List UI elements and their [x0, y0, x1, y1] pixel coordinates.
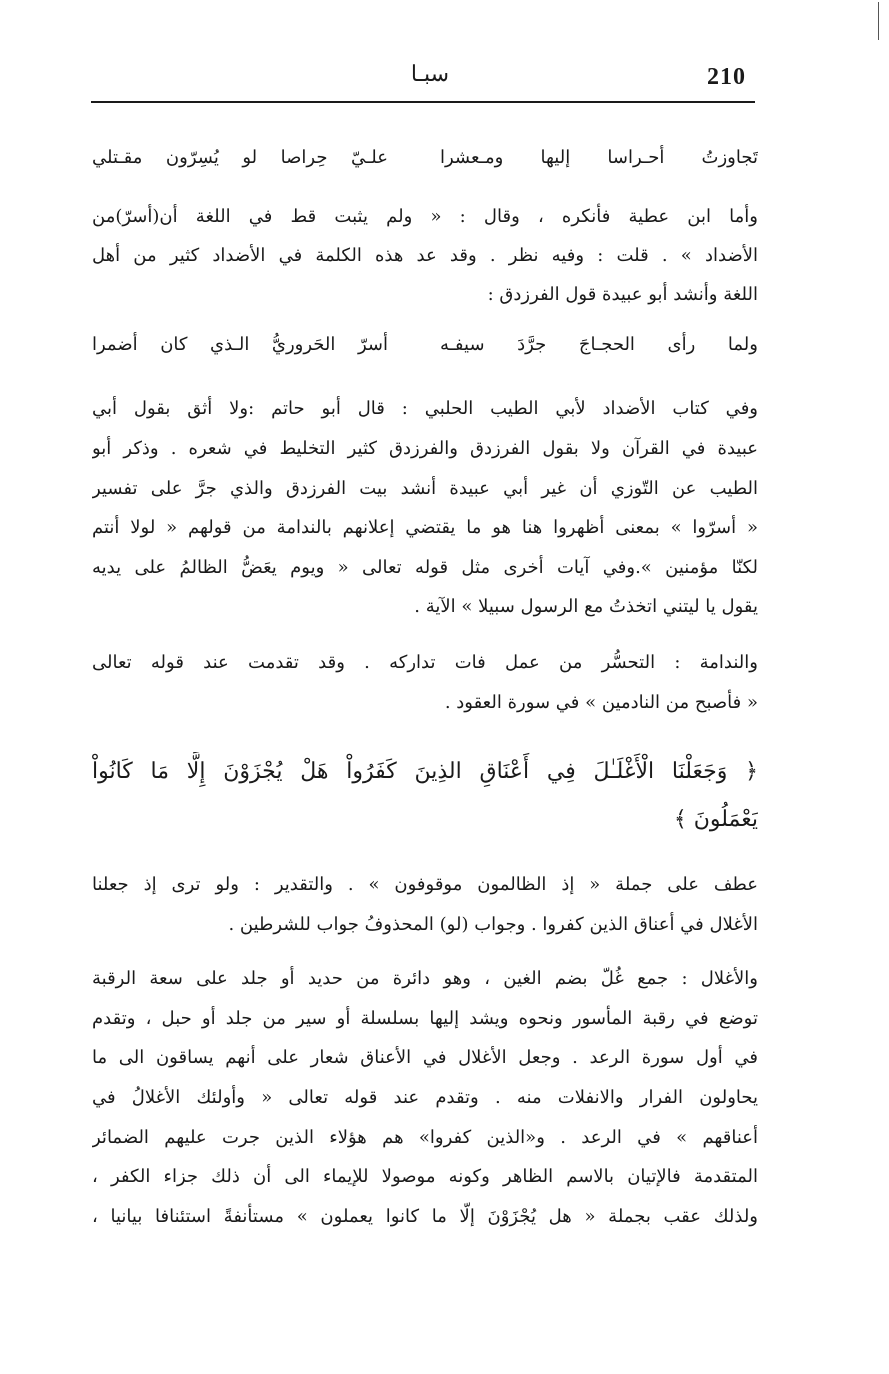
text-line: توضع في رقبة المأسور ونحوه ويشد إليها بسلسلة أو سير من جلد أو حبل ، وتقدم: [92, 1008, 758, 1029]
header-rule: [91, 101, 755, 103]
page-corner-mark: [878, 2, 880, 40]
text-line: الطيب عن التّوزي أن غير أبي عبيدة أنشد بيت الفرزدق والذي جرَّ على تفسير: [92, 478, 758, 499]
text-line: الأضداد » . قلت : وفيه نظر . وقد عد هذه الكلمة في الأضداد كثير من أهل: [92, 245, 758, 266]
text-line: « فأصبح من النادمين » في سورة العقود .: [444, 692, 758, 713]
text-line: اللغة وأنشد أبو عبيدة قول الفرزدق :: [487, 284, 758, 305]
text-line: « أسرّوا » بمعنى أظهروا هنا هو ما يقتضي إعلانهم بالندامة من قولهم « لولا أنتم: [92, 517, 758, 538]
text-line: والأغلال : جمع غُلّ بضم الغين ، وهو دائرة من حديد أو جلد على سعة الرقبة: [92, 968, 758, 989]
text-line: ولذلك عقب بجملة « هل يُجْزَوْنَ إلّا ما كانوا يعملون » مستأنفةً استئنافا بيانيا ،: [92, 1206, 758, 1227]
poem-hemistich-left: أسرّ الحَروريُّ الـذي كان أضمرا: [92, 334, 388, 355]
text-line: يحاولون الفرار والانفلات منه . وتقدم عند قوله تعالى « وأولئك الأغلالُ في: [92, 1087, 758, 1108]
text-line: وفي كتاب الأضداد لأبي الطيب الحلبي : قال أبو حاتم :ولا أثق بقول أبي: [92, 398, 758, 419]
text-line: الأغلال في أعناق الذين كفروا . وجواب (لو) المحذوفُ جواب للشرطين .: [228, 914, 758, 935]
text-line: في أول سورة الرعد . وجعل الأغلال في الأعناق شعار على أنهم يساقون الى ما: [92, 1047, 758, 1068]
text-line: عبيدة في القرآن ولا بقول الفرزدق والفرزدق كثير التخليط في شعره . وذكر أبو: [92, 438, 758, 459]
verse-line: ﴿ وَجَعَلْنَا الْأَغْلَـٰلَ فِي أَعْنَاقِ الذِينَ كَفَرُواْ هَلْ يُجْزَوْنَ إِلَّا مَا كَانُواْ: [92, 759, 758, 784]
poem-hemistich-right: تَجاوزتُ أحـراسا إليها ومـعشرا: [440, 147, 758, 168]
text-line: لكنّا مؤمنين ».وفي آيات أخرى مثل قوله تعالى « ويوم يعَضُّ الظالمُ على يديه: [92, 557, 758, 578]
verse-line: يَعْمَلُونَ ﴾: [673, 807, 758, 832]
text-line: عطف على جملة « إذ الظالمون موقوفون » . والتقدير : ولو ترى إذ جعلنا: [92, 874, 758, 895]
text-line: والندامة : التحسُّر من عمل فات تداركه . وقد تقدمت عند قوله تعالى: [92, 652, 758, 673]
surah-title: سبـا: [410, 62, 450, 87]
text-line: أعناقهم » في الرعد . و«الذين كفروا» هم هؤلاء الذين جرت عليهم الضمائر: [92, 1127, 758, 1148]
text-line: وأما ابن عطية فأنكره ، وقال : « ولم يثبت قط في اللغة أن(أسرّ)من: [92, 206, 758, 227]
text-line: يقول يا ليتني اتخذتُ مع الرسول سبيلا » الآية .: [414, 596, 758, 617]
text-line: المتقدمة فالإتيان بالاسم الظاهر وكونه موصولا للإيماء الى أن ذلك جزاء الكفر ،: [92, 1166, 758, 1187]
page-number: 210: [707, 64, 746, 90]
poem-hemistich-right: ولما رأى الحجـاجَ جرَّدَ سيفـه: [440, 334, 758, 355]
poem-hemistich-left: علـيّ حِراصا لو يُسِرّون مقـتلي: [92, 147, 388, 168]
